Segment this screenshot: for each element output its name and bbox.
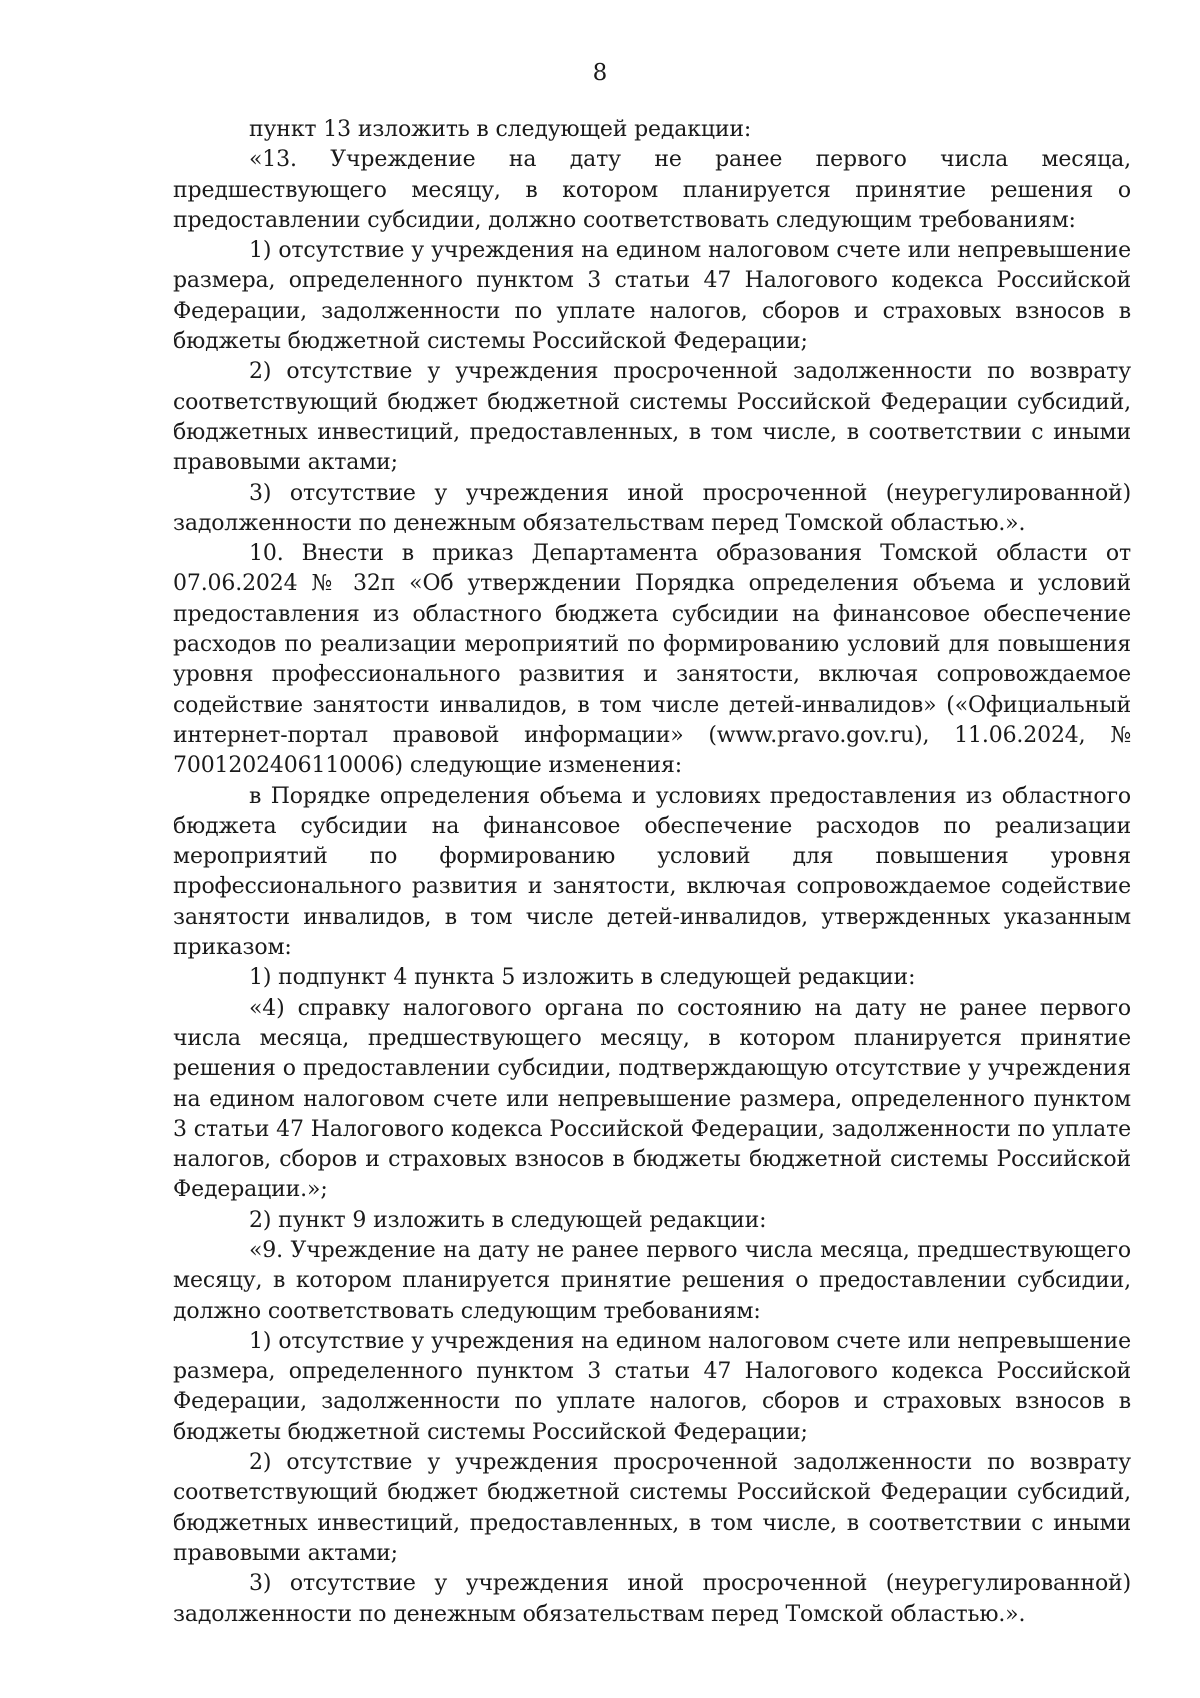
paragraph-requirement-2b: 2) отсутствие у учреждения просроченной задолженности по возврату соответствующий бюджет бюджетной системы Российской Федерации субсидий, бюджетных инвестиций, предоставленных, в том числе, в соответствии с иными правовыми актами; bbox=[173, 1450, 1131, 1566]
document-body bbox=[173, 115, 1131, 1630]
paragraph-requirement-3: 3) отсутствие у учреждения иной просроченной (неурегулированной) задолженности по денежным обязательствам перед Томской областью.». bbox=[173, 480, 1131, 536]
paragraph-requirement-2: 2) отсутствие у учреждения просроченной задолженности по возврату соответствующий бюджет бюджетной системы Российской Федерации субсидий, бюджетных инвестиций, предоставленных, в том числе, в соответствии с иными правовыми актами; bbox=[173, 359, 1131, 476]
paragraph-subitem-4-text: «4) справку налогового органа по состоянию на дату не ранее первого числа месяца, предшествующего месяцу, в котором планируется принятие решения о предоставлении субсидии, подтверждающую отсутствие у учреждения на едином налоговом счете или непревышение размера, определенного пунктом 3 статьи 47 Налогового кодекса Российской Федерации, задолженности по уплате налогов, сборов и страховых взносов в бюджеты бюджетной системы Российской Федерации.»; bbox=[173, 995, 1131, 1203]
paragraph-procedure: в Порядке определения объема и условиях предоставления из областного бюджета субсидии на финансовое обеспечение расходов по реализации мероприятий по формированию условий для повышения уровня профессионального развития и занятости, включая сопровождаемое содействие занятости инвалидов, в том числе детей-инвалидов, утвержденных указанным приказом: bbox=[173, 783, 1131, 961]
paragraph-item-9: «9. Учреждение на дату не ранее первого числа месяца, предшествующего месяцу, в котором планируется принятие решения о предоставлении субсидии, должно соответствовать следующим требованиям: bbox=[173, 1237, 1131, 1324]
paragraph-item-13: «13. Учреждение на дату не ранее первого числа месяца, предшествующего месяцу, в котором планируется принятие решения о предоставлении субсидии, должно соответствовать следующим требованиям: bbox=[173, 147, 1131, 233]
paragraph-item-10: 10. Внести в приказ Департамента образования Томской области от 07.06.2024 № 32п «Об утверждении Порядка определения объема и условий предоставления из областного бюджета субсидии на финансовое обеспечение расходов по реализации мероприятий по формированию условий для повышения уровня профессионального развития и занятости, включая сопровождаемое содействие занятости инвалидов, в том числе детей-инвалидов» («Официальный интернет-портал правовой информации» (www.pravo.gov.ru), 11.06.2024, № 7001202406110006) следующие изменения: bbox=[173, 541, 1131, 779]
paragraph-requirement-3b: 3) отсутствие у учреждения иной просроченной (неурегулированной) задолженности по денежным обязательствам перед Томской областью.». bbox=[173, 1571, 1131, 1627]
paragraph-requirement-1b: 1) отсутствие у учреждения на едином налоговом счете или непревышение размера, определенного пунктом 3 статьи 47 Налогового кодекса Российской Федерации, задолженности по уплате налогов, сборов и страховых взносов в бюджеты бюджетной системы Российской Федерации; bbox=[173, 1328, 1131, 1445]
paragraph-subitem-1: 1) подпункт 4 пункта 5 изложить в следующей редакции: bbox=[249, 965, 916, 991]
page-number: 8 bbox=[592, 60, 608, 86]
paragraph-requirement-1: 1) отсутствие у учреждения на едином налоговом счете или непревышение размера, определенного пунктом 3 статьи 47 Налогового кодекса Российской Федерации, задолженности по уплате налогов, сборов и страховых взносов в бюджеты бюджетной системы Российской Федерации; bbox=[173, 238, 1131, 355]
paragraph-subitem-2: 2) пункт 9 изложить в следующей редакции: bbox=[249, 1207, 767, 1233]
paragraph-intro-13: пункт 13 изложить в следующей редакции: bbox=[249, 117, 752, 142]
